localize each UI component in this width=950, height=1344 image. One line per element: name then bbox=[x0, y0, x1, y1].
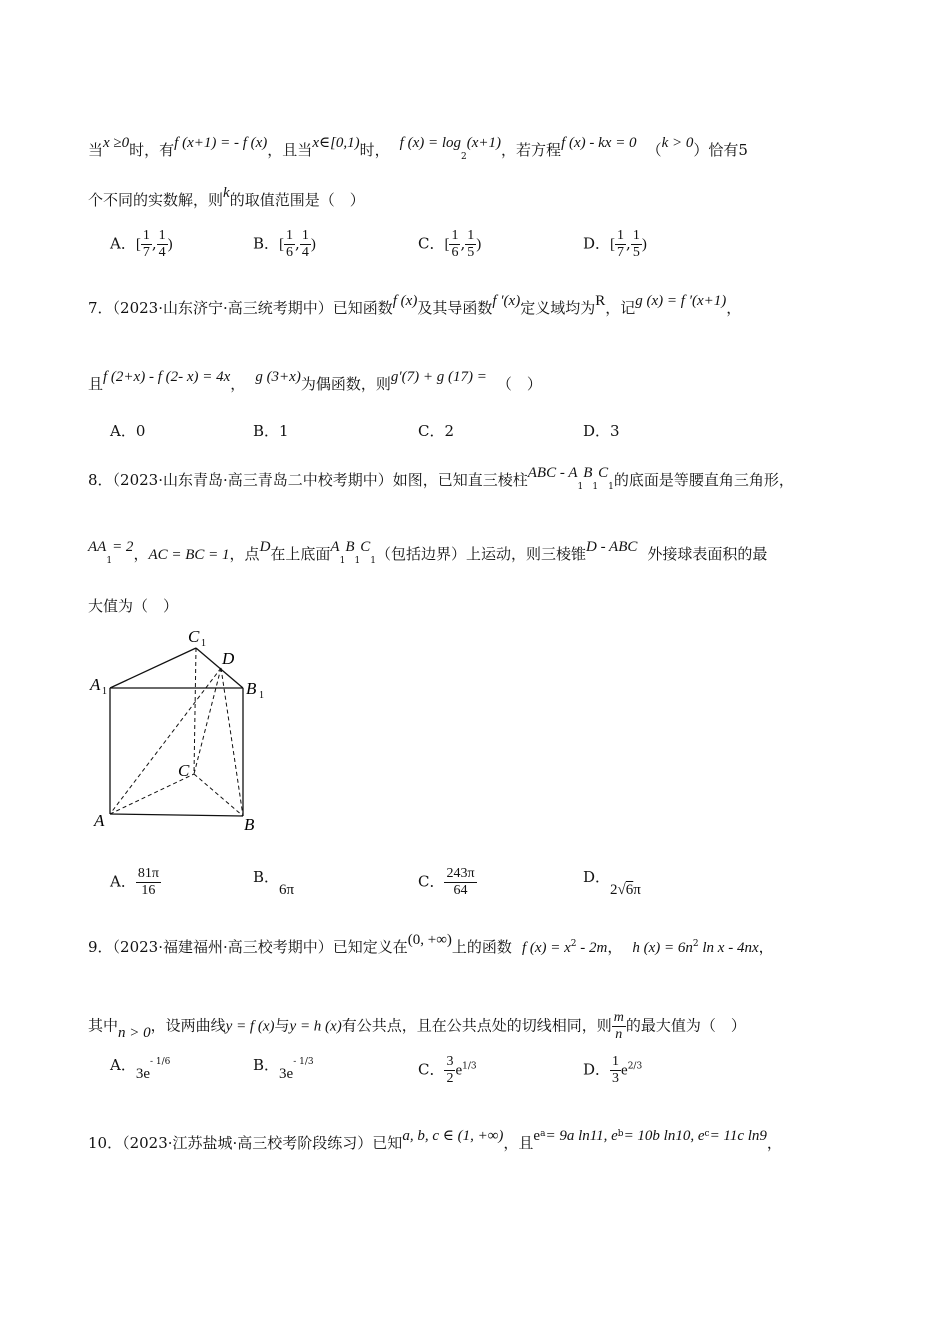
edge-db bbox=[221, 668, 243, 816]
label-c1: C bbox=[188, 628, 200, 646]
text: 时， bbox=[359, 141, 390, 159]
text: 为偶函数，则 bbox=[300, 375, 391, 393]
text: ，若方程 bbox=[501, 141, 562, 159]
math: x ≥0 bbox=[103, 135, 130, 151]
text: ， bbox=[230, 375, 246, 393]
math-sub: 2 bbox=[461, 152, 467, 162]
q8-option-a[interactable]: A． $\frac{81\pi}{16}$ bbox=[110, 866, 159, 898]
q6-option-a[interactable]: A．[ $\frac{1}{7}$ , $\frac{1}{4}$ ) bbox=[110, 228, 173, 260]
text: ， bbox=[726, 299, 742, 317]
label-d: D bbox=[222, 649, 235, 668]
text: 定义域均为 bbox=[520, 299, 596, 317]
q9-option-d[interactable]: D． $\frac{1}{3}$ $e^{2/3}$ bbox=[583, 1054, 643, 1086]
q8-line2: $AA_1= 2$，AC = BC = 1，点D在上底面$A_1B_1C_1$（包括边界）上运动，则三棱锥D - ABC 外接球表面积的最 bbox=[88, 542, 890, 573]
label-b1: B bbox=[246, 679, 257, 698]
label-c: C bbox=[178, 761, 190, 780]
text: 及其导函数 bbox=[417, 299, 493, 317]
q8-line1: 8．（2023·山东青岛·高三青岛二中校考期中）如图，已知直三棱柱ABC - $A_1B_1C_1$的底面是等腰直角三角形， bbox=[88, 468, 890, 499]
text: （ ） bbox=[496, 375, 542, 393]
text: ，且当 bbox=[267, 141, 313, 159]
math: g (x) = f ′(x+1) bbox=[635, 293, 727, 309]
edge-ac bbox=[110, 774, 194, 814]
q8-option-b[interactable]: B．6π bbox=[253, 868, 295, 898]
prism-diagram bbox=[88, 628, 278, 838]
text: ）恰有5 bbox=[693, 141, 748, 159]
q8-option-c[interactable]: C． $\frac{243\pi}{64}$ bbox=[418, 866, 475, 898]
q8-option-d[interactable]: D．2√6π bbox=[583, 868, 641, 898]
q7-option-c[interactable]: C．2 bbox=[418, 422, 455, 440]
math: (x+1) bbox=[466, 135, 502, 151]
q6-option-c[interactable]: C．[ $\frac{1}{6}$ , $\frac{1}{5}$ ) bbox=[418, 228, 482, 260]
math: g′(7) + g (17) = bbox=[390, 369, 487, 385]
text: 当 bbox=[88, 141, 104, 159]
q6-option-d[interactable]: D．[ $\frac{1}{7}$ , $\frac{1}{5}$ ) bbox=[583, 228, 647, 260]
q6-line2 bbox=[88, 185, 890, 213]
math: g (3+x) bbox=[255, 369, 301, 385]
q7-line1 bbox=[88, 293, 890, 321]
q9-option-c[interactable]: C． $\frac{3}{2}$ $e^{1/3}$ bbox=[418, 1054, 477, 1086]
math: f (x) - kx = 0 bbox=[561, 135, 637, 151]
text: 个不同的实数解，则 bbox=[88, 191, 224, 209]
math: x∈[0,1) bbox=[312, 135, 360, 151]
edge-c1b1 bbox=[196, 648, 243, 688]
q7-option-d[interactable]: D．3 bbox=[583, 422, 620, 440]
svg-text:1: 1 bbox=[201, 638, 206, 649]
question-stem: 7．（2023·山东济宁·高三统考期中）已知函数 bbox=[88, 299, 393, 317]
q9-option-b[interactable]: B．$3e^{- 1/3}$ bbox=[253, 1056, 314, 1082]
q7-option-a[interactable]: A．0 bbox=[110, 422, 146, 440]
svg-text:1: 1 bbox=[102, 686, 107, 697]
q9-line1: 9．（2023·福建福州·高三校考期中）已知定义在(0, +∞)上的函数 f $(x) = x^2 - 2m$， h $(x) = 6n^2$ ln x - 4nx， bbox=[88, 932, 774, 956]
math: k bbox=[223, 185, 230, 201]
math: AA bbox=[88, 539, 107, 555]
math: f (x) = log bbox=[399, 135, 462, 151]
question-stem: 9．（2023·福建福州·高三校考期中）已知定义在 bbox=[88, 938, 408, 956]
svg-text:1: 1 bbox=[259, 690, 264, 701]
edge-dc bbox=[194, 668, 221, 774]
label-a: A bbox=[94, 811, 105, 830]
edge-cc1 bbox=[194, 648, 196, 774]
q9-line2: 其中n > 0，设两曲线y = f (x)与y = h (x)有公共点，且在公共点处的切线相同，则 $\frac{m}{n}$ 的最大值为（ ） bbox=[88, 1010, 746, 1042]
label-a1: A bbox=[90, 675, 101, 694]
math: f (x+1) = - f (x) bbox=[174, 135, 268, 151]
prism-figure bbox=[88, 628, 278, 838]
math: f (2+x) - f (2- x) = 4x bbox=[103, 369, 231, 385]
question-stem: 8．（2023·山东青岛·高三青岛二中校考期中）如图，已知直三棱柱 bbox=[88, 471, 528, 489]
text: 且 bbox=[88, 375, 104, 393]
text: 时，有 bbox=[129, 141, 175, 159]
text: 的底面是等腰直角三角形， bbox=[613, 471, 794, 489]
edge-ab bbox=[110, 814, 243, 816]
math: f ′(x) bbox=[492, 293, 521, 309]
edge-bc bbox=[194, 774, 243, 816]
text: 的取值范围是（ ） bbox=[229, 191, 365, 209]
label-b: B bbox=[244, 815, 255, 834]
math: f (x) bbox=[392, 293, 418, 309]
text: ，记 bbox=[605, 299, 636, 317]
q9-option-a[interactable]: A．$3e^{- 1/6}$ bbox=[110, 1056, 171, 1082]
math: R bbox=[595, 293, 606, 309]
q8-line3: 大值为（ ） bbox=[88, 597, 179, 615]
math: k > 0 bbox=[661, 135, 694, 151]
q6-option-b[interactable]: B．[ $\frac{1}{6}$ , $\frac{1}{4}$ ) bbox=[253, 228, 316, 260]
q7-line2 bbox=[88, 369, 890, 397]
q10-line1: 10．（2023·江苏盐城·高三校考阶段练习）已知a, b, c ∈ (1, +∞)，且$e^a= 9a$ ln11, $e^b= 10b$ ln10, $e^c= 11c$ ln9， bbox=[88, 1128, 782, 1152]
question-stem: 10．（2023·江苏盐城·高三校考阶段练习）已知 bbox=[88, 1134, 403, 1152]
edge-da bbox=[110, 668, 221, 814]
q6-line1 bbox=[88, 135, 890, 169]
edge-a1c1 bbox=[110, 648, 196, 688]
text: （ bbox=[646, 141, 662, 159]
math: ABC - A bbox=[527, 465, 578, 481]
q7-option-b[interactable]: B．1 bbox=[253, 422, 289, 440]
